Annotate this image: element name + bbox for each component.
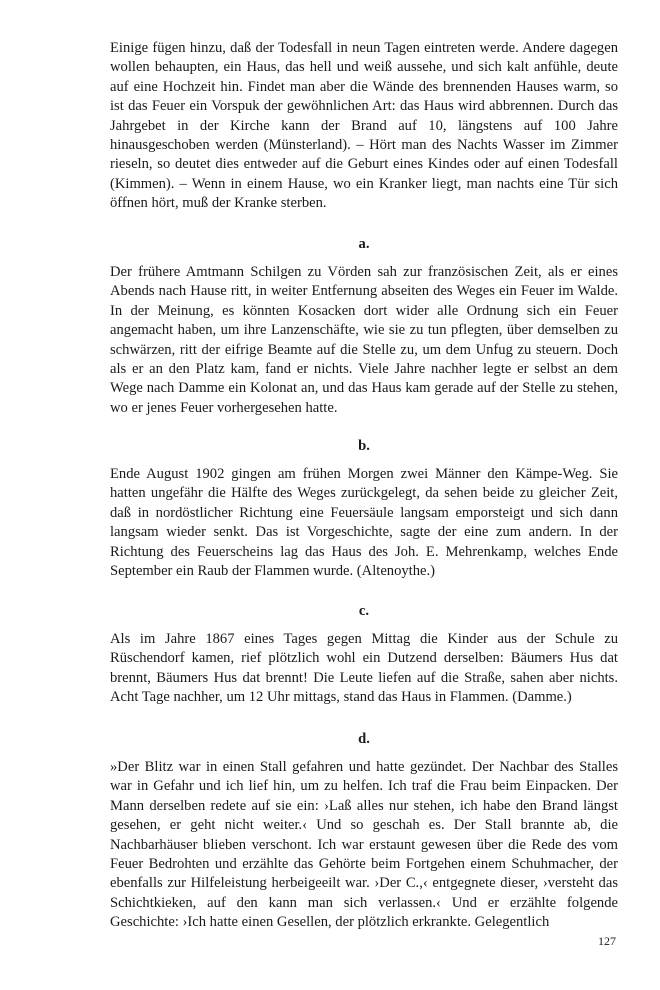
section-heading-d: d. <box>358 731 370 747</box>
intro-paragraph: Einige fügen hinzu, daß der Todesfall in neun Tagen eintreten werde. Andere dagegen wollen behaupten, ein Haus, das hell und weiß aussehe, und sich kalt anfühle, deute auf eine Hochzeit hin. Findet man aber die Wände des brennenden Hauses warm, so ist das Feuer ein Vorspuk der gewöhnlichen Art: das Haus wird abbrennen. Durch das Jahrgebet in der Kirche kann der Brand auf 10, längstens auf 100 Jahre hinausgeschoben werden (Münsterland). – Hört man des Nachts Wasser im Zimmer rieseln, so deutet dies entweder auf die Geburt eines Kindes oder auf einen Todesfall (Kimmen). – Wenn in einem Hause, wo ein Kranker liegt, man nachts eine Tür sich öffnen hört, muß der Kranke sterben. <box>110 40 618 212</box>
section-c-paragraph: Als im Jahre 1867 eines Tages gegen Mittag die Kinder aus der Schule zu Rüschendorf kamen, rief plötzlich wohl ein Dutzend derselben: Bäumers Hus dat brennt, Bäumers Hus dat brennt! Die Leute liefen auf die Straße, sahen aber nichts. Acht Tage nachher, um 12 Uhr mittags, stand das Haus in Flammen. (Damme.) <box>110 631 618 706</box>
section-heading-a: a. <box>358 236 370 252</box>
section-heading-c: c. <box>358 603 370 619</box>
page-number: 127 <box>598 934 616 948</box>
section-b-block <box>110 465 618 581</box>
section-heading-b: b. <box>358 438 370 454</box>
intro-paragraph-block <box>110 39 618 214</box>
section-a-block <box>110 263 618 418</box>
section-d-paragraph: »Der Blitz war in einen Stall gefahren und hatte gezündet. Der Nachbar des Stalles war in Gefahr und ich lief hin, um zu helfen. Ich traf die Frau beim Einpacken. Der Mann derselben redete auf sie ein: ›Laß alles nur stehen, ich habe den Brand längst gesehen, er geht nicht weiter.‹ Und so geschah es. Der Stall brannte ab, die Nachbarhäuser blieben verschont. Ich war erstaunt gewesen über die Rede des vom Feuer Bedrohten und erzählte das Gehörte beim Fortgehen einem Schuhmacher, der ebenfalls zur Hilfeleistung herbeigeeilt war. ›Der C.,‹ entgegnete dieser, ›versteht das Schichtkieken, auf den kann man sich verlassen.‹ Und er erzählte folgende Geschichte: ›Ich hatte einen Gesellen, der plötzlich erkrankte. Gelegentlich <box>110 759 618 931</box>
section-d-block <box>110 758 618 933</box>
section-b-paragraph: Ende August 1902 gingen am frühen Morgen zwei Männer den Kämpe-Weg. Sie hatten ungefähr die Hälfte des Weges zurückgelegt, da sehen beide zu gleicher Zeit, daß in nordöstlicher Richtung eine Feuersäule langsam emporsteigt und sich dann langsam wieder senkt. Das ist Vorgeschichte, sagte der eine zum andern. In der Richtung des Feuerscheins lag das Haus des Joh. E. Mehrenkamp, welches Ende September ein Raub der Flammen wurde. (Altenoythe.) <box>110 466 618 580</box>
section-c-block <box>110 630 618 708</box>
section-a-paragraph: Der frühere Amtmann Schilgen zu Vörden sah zur französischen Zeit, als er eines Abends nach Hause ritt, in weiter Entfernung abseiten des Weges ein Feuer im Walde. In der Meinung, es könnten Kosacken dort wider alle Ordnung sich ein Feuer angemacht haben, um ihre Lanzenschäfte, wie sie zu tun pflegten, über demselben zu schwärzen, ritt der eifrige Beamte auf die Stelle zu, um dem Unfug zu steuern. Doch als er an den Platz kam, fand er nichts. Viele Jahre nachher legte er selbst an dem Wege nach Damme ein Kolonat an, und das Haus kam gerade auf der Stelle zu stehen, wo er jenes Feuer vorhergesehen hatte. <box>110 264 618 416</box>
